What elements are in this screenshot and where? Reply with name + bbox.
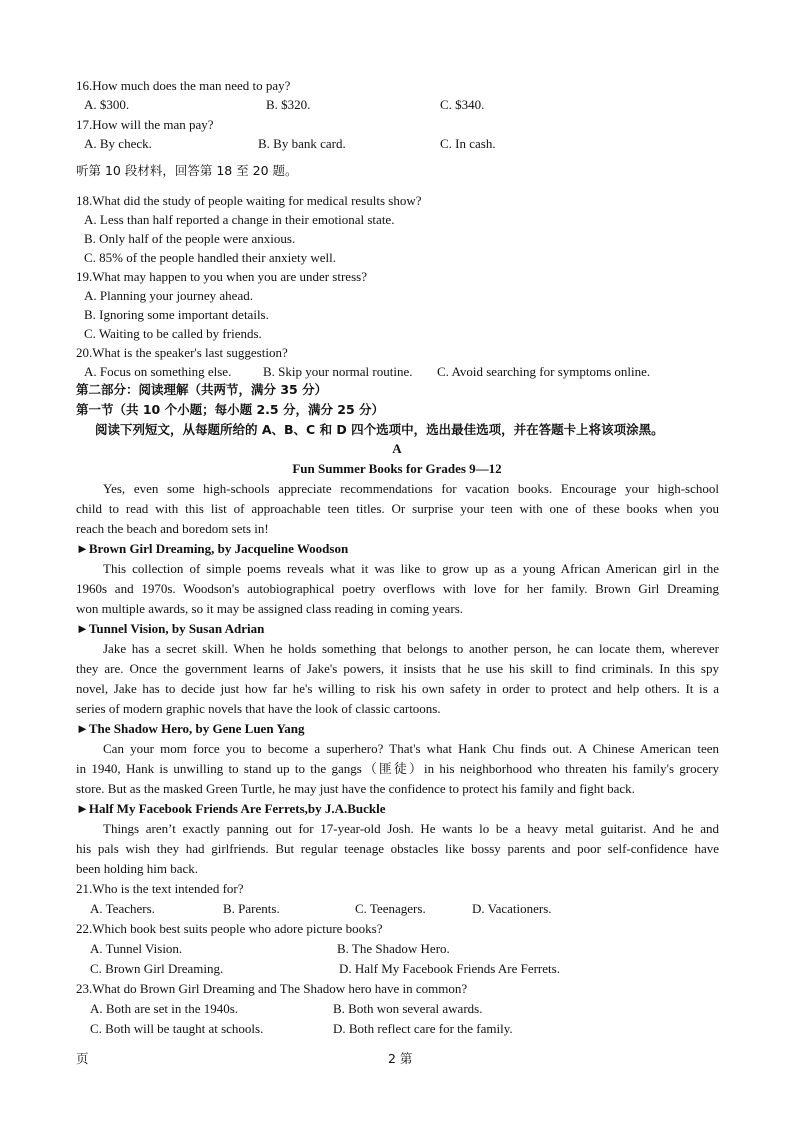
q17-option-c: C. In cash. bbox=[440, 136, 496, 151]
q20-option-c: C. Avoid searching for symptoms online. bbox=[437, 364, 651, 379]
book-3-line-3: store. But as the masked Green Turtle, he may just have the confidence to protect his family and fight back. bbox=[76, 781, 635, 796]
part-two-title: 第二部分：阅读理解（共两节，满分 35 分） bbox=[76, 382, 328, 397]
q16-stem: 16.How much does the man need to pay? bbox=[76, 78, 291, 93]
book-3-line-2: in 1940, Hank is unwilling to stand up to the gangs（匪徒）in his neighborhood who threaten his family's grocery bbox=[76, 761, 719, 776]
q19-option-c: C. Waiting to be called by friends. bbox=[84, 326, 262, 341]
q23-option-b: B. Both won several awards. bbox=[333, 1001, 483, 1016]
q18-option-b: B. Only half of the people were anxious. bbox=[84, 231, 296, 246]
q19-option-a: A. Planning your journey ahead. bbox=[84, 288, 253, 303]
book-title-half-my-facebook-friends: ►Half My Facebook Friends Are Ferrets,by J.A.Buckle bbox=[76, 801, 386, 816]
footer-page-number: 2 第 bbox=[388, 1051, 413, 1066]
q22-option-a: A. Tunnel Vision. bbox=[90, 941, 183, 956]
q21-option-d: D. Vacationers. bbox=[472, 901, 552, 916]
q23-option-c: C. Both will be taught at schools. bbox=[90, 1021, 264, 1036]
book-title-brown-girl-dreaming: ►Brown Girl Dreaming, by Jacqueline Woodson bbox=[76, 541, 349, 556]
q20-option-a: A. Focus on something else. bbox=[84, 364, 232, 379]
q17-option-a: A. By check. bbox=[84, 136, 152, 151]
q21-option-a: A. Teachers. bbox=[90, 901, 155, 916]
q21-option-b: B. Parents. bbox=[223, 901, 280, 916]
q20-option-b: B. Skip your normal routine. bbox=[263, 364, 413, 379]
book-2-line-2: they are. Once the government learns of Jake's powers, it insists that he use his skill to find criminals. In this spy bbox=[76, 661, 719, 676]
q19-stem: 19.What may happen to you when you are under stress? bbox=[76, 269, 367, 284]
q18-stem: 18.What did the study of people waiting for medical results show? bbox=[76, 193, 422, 208]
q16-option-c: C. $340. bbox=[440, 97, 485, 112]
book-4-line-2: his pals wish they had girlfriends. But regular teenage obstacles like bossy parents and poor self-confidence have bbox=[76, 841, 719, 856]
intro-line-3: reach the beach and boredom sets in! bbox=[76, 521, 269, 536]
q23-option-d: D. Both reflect care for the family. bbox=[333, 1021, 513, 1036]
passage-title: Fun Summer Books for Grades 9—12 bbox=[292, 461, 502, 476]
q22-option-d: D. Half My Facebook Friends Are Ferrets. bbox=[339, 961, 560, 976]
book-2-line-4: series of modern graphic novels that have the look of classic cartoons. bbox=[76, 701, 441, 716]
q18-option-c: C. 85% of the people handled their anxiety well. bbox=[84, 250, 336, 265]
material-10-instruction: 听第 10 段材料，回答第 18 至 20 题。 bbox=[76, 163, 298, 178]
q18-option-a: A. Less than half reported a change in their emotional state. bbox=[84, 212, 395, 227]
q16-option-a: A. $300. bbox=[84, 97, 130, 112]
intro-line-2: child to read with this list of approachable teen titles. Or surprise your teen with one of these books when you bbox=[76, 501, 719, 516]
book-4-line-1: Things aren’t exactly panning out for 17-year-old Josh. He wants lo be a heavy metal guitarist. And he and bbox=[103, 821, 719, 836]
q22-stem: 22.Which book best suits people who adore picture books? bbox=[76, 921, 383, 936]
footer-left: 页 bbox=[76, 1051, 89, 1066]
book-1-line-2: 1960s and 1970s. Woodson's autobiographical poetry overflows with love for her family. Brown Girl Dreaming bbox=[76, 581, 719, 596]
q20-stem: 20.What is the speaker's last suggestion? bbox=[76, 345, 288, 360]
intro-line-1: Yes, even some high-schools appreciate recommendations for vacation books. Encourage your high-school bbox=[103, 481, 719, 496]
q16-option-b: B. $320. bbox=[266, 97, 311, 112]
q17-stem: 17.How will the man pay? bbox=[76, 117, 214, 132]
section-one-title: 第一节（共 10 个小题；每小题 2.5 分，满分 25 分） bbox=[76, 402, 385, 417]
book-3-line-1: Can your mom force you to become a superhero? That's what Hank Chu finds out. A Chinese American teen bbox=[103, 741, 719, 756]
book-2-line-3: novel, Jake has to decide just how far he's willing to risk his own safety in order to protect and help others. It is a bbox=[76, 681, 719, 696]
q21-option-c: C. Teenagers. bbox=[355, 901, 426, 916]
q22-option-c: C. Brown Girl Dreaming. bbox=[90, 961, 224, 976]
book-2-line-1: Jake has a secret skill. When he holds something that belongs to another person, he can locate them, wherever bbox=[103, 641, 719, 656]
reading-instructions: 阅读下列短文，从每题所给的 A、B、C 和 D 四个选项中，选出最佳选项，并在答题卡上将该项涂黑。 bbox=[95, 422, 664, 437]
book-title-tunnel-vision: ►Tunnel Vision, by Susan Adrian bbox=[76, 621, 265, 636]
passage-label: A bbox=[392, 441, 402, 456]
book-1-line-1: This collection of simple poems reveals what it was like to grow up as a young African American girl in the bbox=[103, 561, 719, 576]
q23-option-a: A. Both are set in the 1940s. bbox=[90, 1001, 239, 1016]
q22-option-b: B. The Shadow Hero. bbox=[337, 941, 450, 956]
q21-stem: 21.Who is the text intended for? bbox=[76, 881, 244, 896]
book-4-line-3: been holding him back. bbox=[76, 861, 199, 876]
q19-option-b: B. Ignoring some important details. bbox=[84, 307, 269, 322]
q23-stem: 23.What do Brown Girl Dreaming and The Shadow hero have in common? bbox=[76, 981, 468, 996]
book-1-line-3: won multiple awards, so it may be assigned class reading in coming years. bbox=[76, 601, 464, 616]
q17-option-b: B. By bank card. bbox=[258, 136, 346, 151]
book-title-the-shadow-hero: ►The Shadow Hero, by Gene Luen Yang bbox=[76, 721, 305, 736]
